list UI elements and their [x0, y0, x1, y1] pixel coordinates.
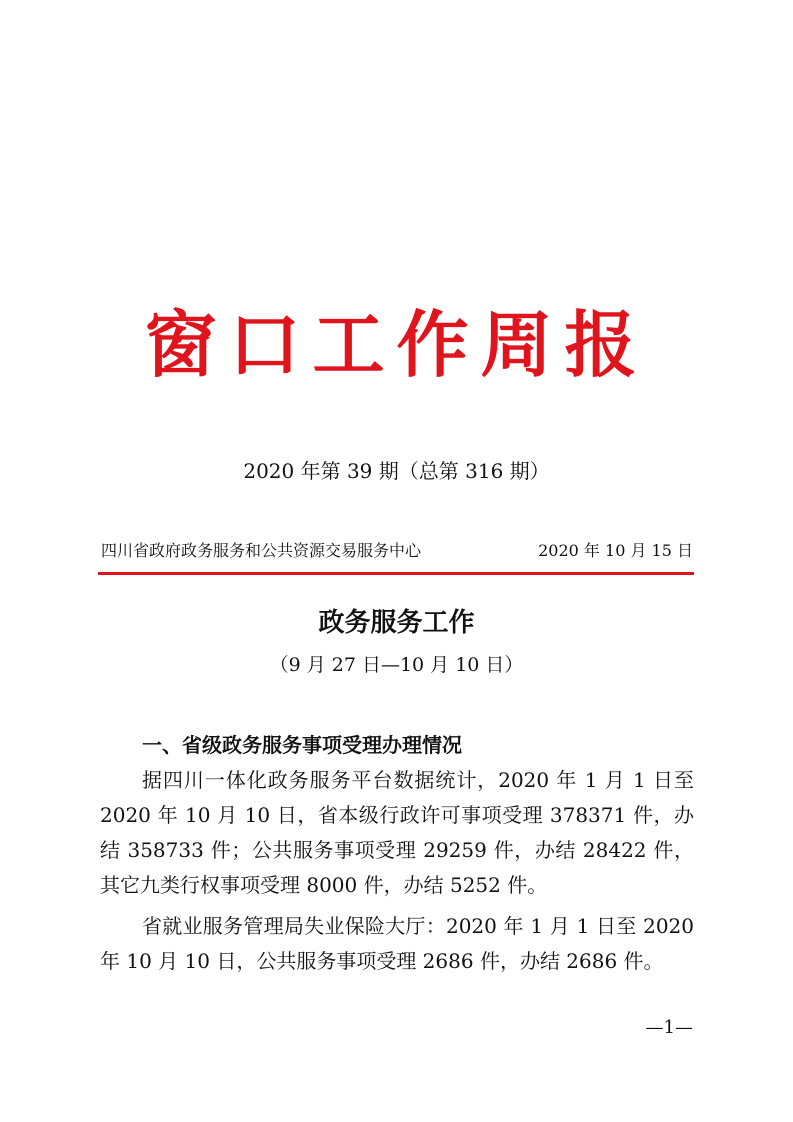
section-date-range: （9 月 27 日—10 月 10 日）: [269, 654, 524, 676]
issue-date: 2020 年 10 月 15 日: [538, 541, 693, 560]
issuing-organization: 四川省政府政务服务和公共资源交易服务中心: [101, 541, 422, 560]
subsection-heading: 一、省级政务服务事项受理办理情况: [142, 733, 462, 757]
issue-number: 2020 年第 39 期（总第 316 期）: [243, 459, 550, 483]
document-body: [100, 727, 694, 979]
masthead-title: 窗口工作周报: [144, 302, 649, 387]
body-paragraph: 据四川一体化政务服务平台数据统计，2020 年 1 月 1 日至 2020 年 10 月 10 日，省本级行政许可事项受理 378371 件，办结 358733 件；公共服务事项受理 29259 件，办结 28422 件，其它九类行权事项受理 8000 件，办结 5252 件。: [100, 768, 694, 897]
section-title: 政务服务工作: [318, 608, 475, 638]
page-number: —1—: [645, 1017, 693, 1038]
red-divider-rule: [98, 572, 694, 575]
body-paragraph: 省就业服务管理局失业保险大厅：2020 年 1 月 1 日至 2020 年 10 月 10 日，公共服务事项受理 2686 件，办结 2686 件。: [100, 914, 694, 973]
